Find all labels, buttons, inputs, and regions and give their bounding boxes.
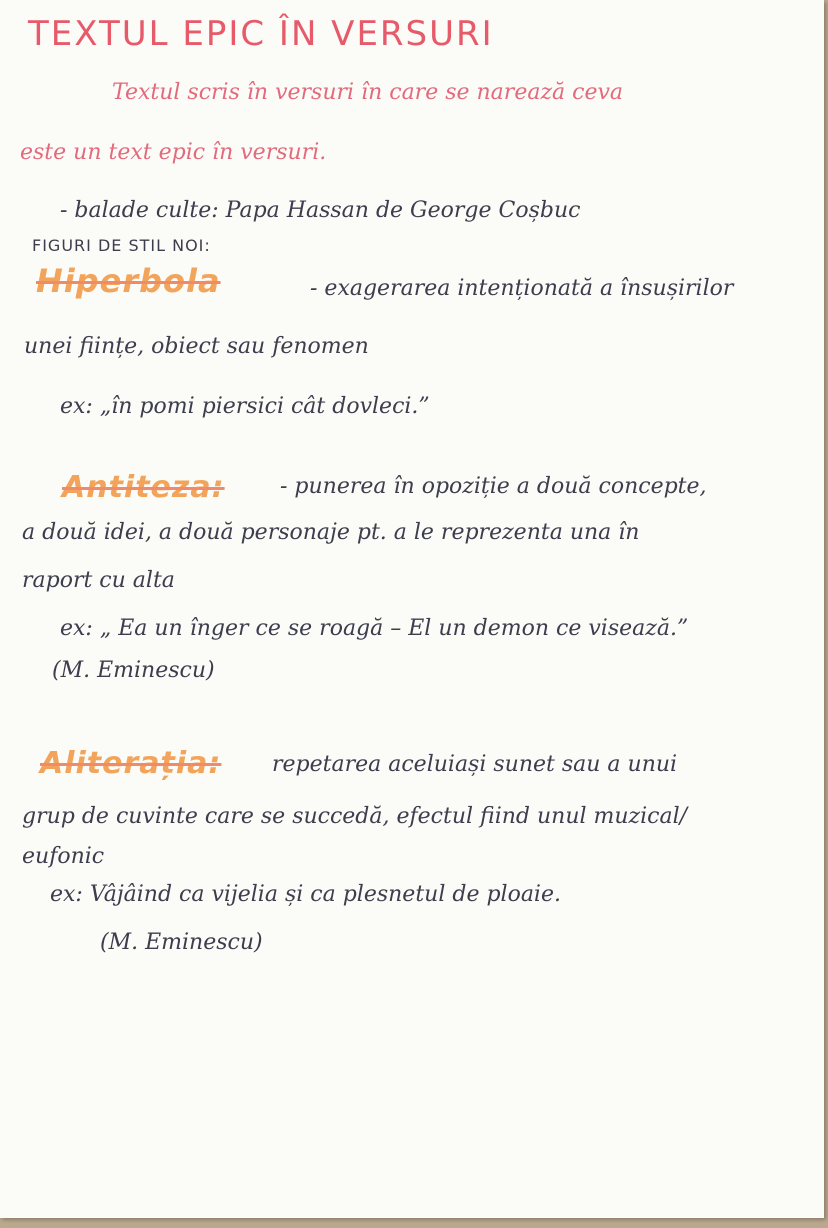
antiteza-example: ex: „ Ea un înger ce se roagă – El un demon ce visează.”: [60, 616, 689, 641]
term-antiteza: Antiteza:: [62, 470, 225, 505]
example-balade: - balade culte: Papa Hassan de George Coșbuc: [60, 198, 581, 223]
hiperbola-definition-line-1: - exagerarea intenționată a însușirilor: [310, 276, 734, 301]
aliteratia-definition-line-2: grup de cuvinte care se succedă, efectul fiind unul muzical/: [22, 804, 688, 829]
antiteza-definition-line-2: a două idei, a două personaje pt. a le reprezenta una în: [22, 520, 640, 545]
definition-line-1: Textul scris în versuri în care se narează ceva: [112, 80, 624, 105]
aliteratia-source: (M. Eminescu): [100, 930, 263, 955]
term-hiperbola: Hiperbola: [36, 262, 221, 300]
antiteza-definition-line-1: - punerea în opoziție a două concepte,: [280, 474, 707, 499]
term-aliteratia: Aliterația:: [40, 746, 222, 781]
aliteratia-definition-line-1: repetarea aceluiași sunet sau a unui: [272, 752, 678, 777]
figuri-header: FIGURI DE STIL NOI:: [32, 236, 211, 255]
hiperbola-example: ex: „în pomi piersici cât dovleci.”: [60, 394, 430, 419]
hiperbola-definition-line-2: unei ființe, obiect sau fenomen: [24, 334, 369, 359]
aliteratia-definition-line-3: eufonic: [22, 844, 105, 869]
aliteratia-example: ex: Vâjâind ca vijelia și ca plesnetul de ploaie.: [50, 882, 561, 907]
antiteza-definition-line-3: raport cu alta: [22, 568, 175, 593]
page-title: TEXTUL EPIC ÎN VERSURI: [28, 14, 494, 54]
antiteza-source: (M. Eminescu): [52, 658, 215, 683]
definition-line-2: este un text epic în versuri.: [20, 140, 327, 165]
